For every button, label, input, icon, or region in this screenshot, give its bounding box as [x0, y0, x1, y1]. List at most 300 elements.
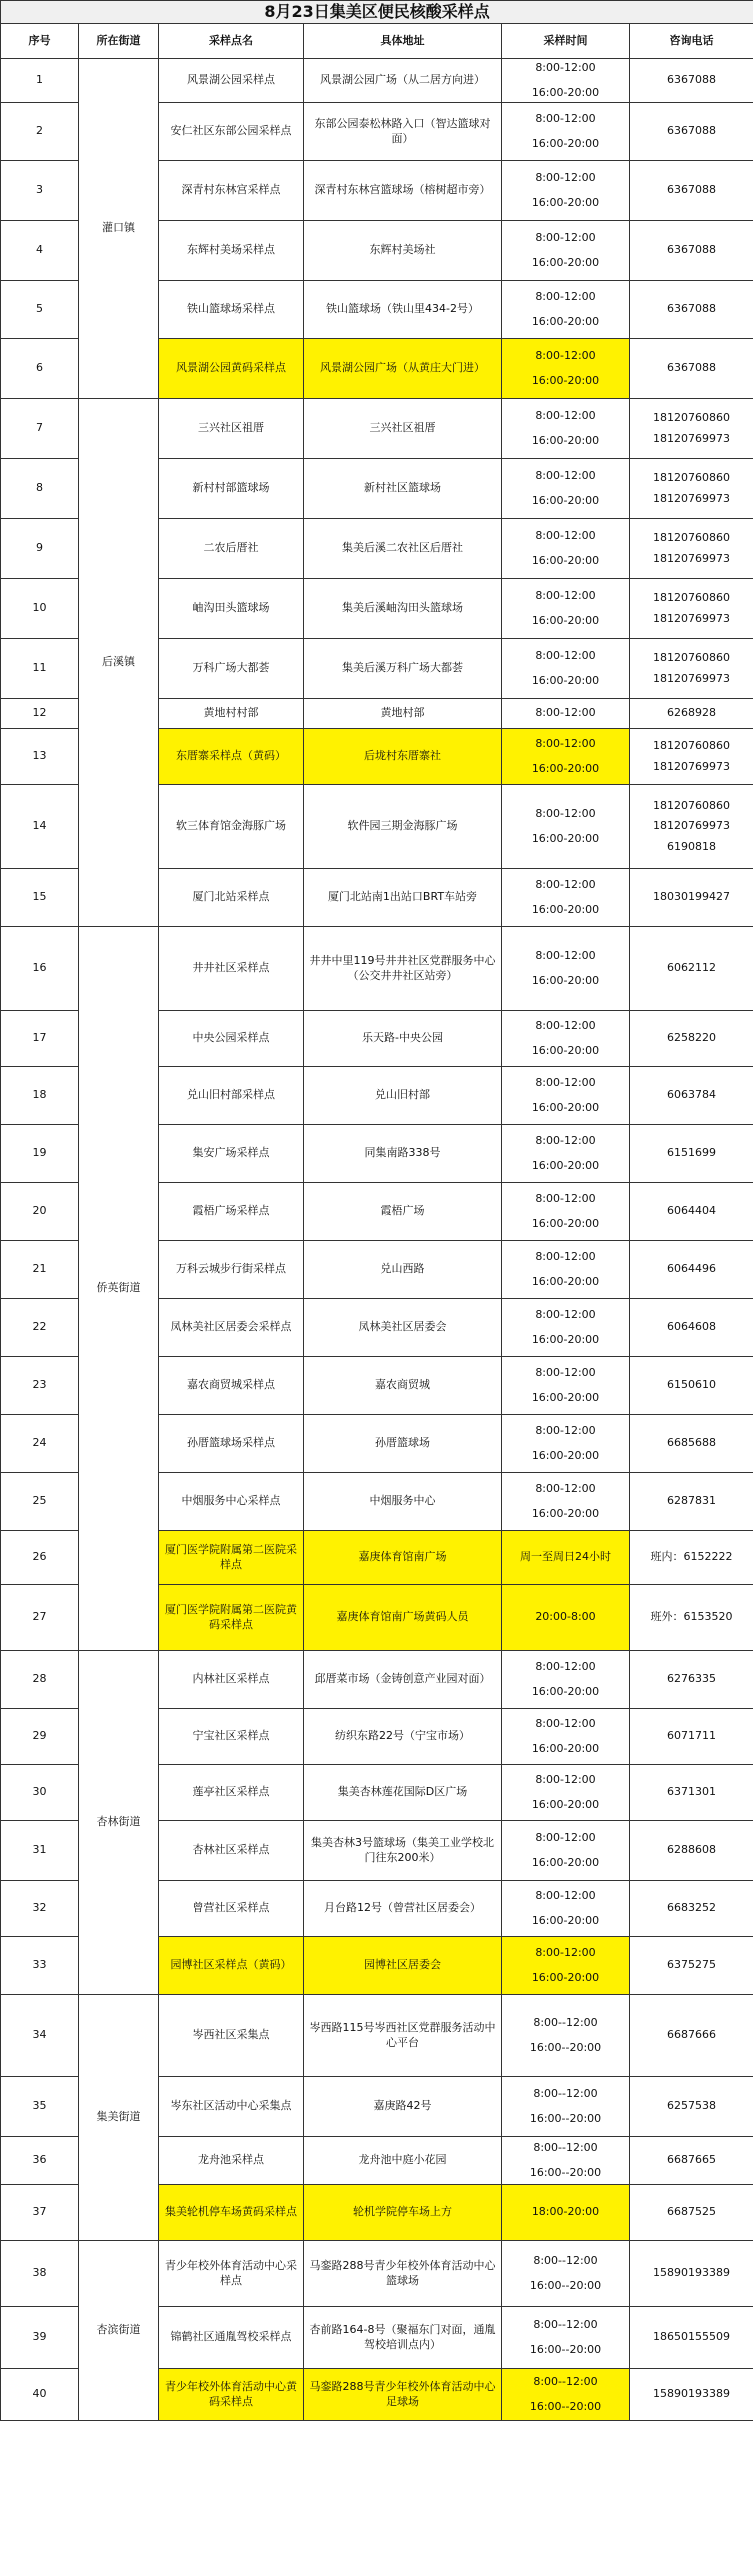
- time-morning: 8:00-12:00: [535, 112, 596, 126]
- row-number: 17: [1, 1011, 79, 1067]
- phone-line: 6367088: [667, 243, 717, 257]
- phone-line: 6687525: [667, 2205, 717, 2219]
- contact-phone: [630, 1651, 753, 1709]
- row-number: 37: [1, 2185, 79, 2241]
- contact-phone: [630, 927, 753, 1011]
- site-address: 铁山篮球场（铁山里434-2号）: [304, 281, 502, 339]
- sampling-time: [502, 1357, 630, 1415]
- time-morning: 8:00-12:00: [535, 1717, 596, 1731]
- row-number: 22: [1, 1299, 79, 1357]
- contact-phone: [630, 1067, 753, 1125]
- sampling-time: [502, 339, 630, 399]
- row-number: 30: [1, 1765, 79, 1821]
- time-morning: 8:00-12:00: [535, 649, 596, 663]
- sampling-time: [502, 1995, 630, 2077]
- time-morning: 8:00-12:00: [535, 1308, 596, 1322]
- time-afternoon: 16:00-20:00: [531, 433, 600, 447]
- contact-phone: [630, 1473, 753, 1531]
- time-morning: 8:00-12:00: [535, 1773, 596, 1787]
- row-number: 5: [1, 281, 79, 339]
- phone-line: 6367088: [667, 361, 717, 375]
- phone-line: 18120760860: [653, 799, 730, 813]
- time-afternoon: 16:00-20:00: [531, 1855, 600, 1869]
- row-number: 10: [1, 579, 79, 639]
- phone-line: 6064404: [667, 1204, 717, 1218]
- site-address: 霞梧广场: [304, 1183, 502, 1241]
- row-number: 3: [1, 161, 79, 221]
- site-address: 马銮路288号青少年校外体育活动中心篮球场: [304, 2241, 502, 2307]
- row-number: 39: [1, 2307, 79, 2369]
- time-afternoon: 16:00-20:00: [531, 195, 600, 209]
- phone-line: 18030199427: [653, 890, 730, 904]
- time-afternoon: 16:00-20:00: [531, 136, 600, 150]
- time-morning: 8:00--12:00: [533, 2016, 598, 2030]
- phone-line: 6063784: [667, 1088, 717, 1102]
- site-address: 同集南路338号: [304, 1125, 502, 1183]
- contact-phone: [630, 281, 753, 339]
- sampling-time: [502, 785, 630, 869]
- time-afternoon: 16:00-20:00: [531, 1448, 600, 1462]
- contact-phone: [630, 869, 753, 927]
- site-name: 锦鹤社区通胤驾校采样点: [159, 2307, 304, 2369]
- row-number: 18: [1, 1067, 79, 1125]
- site-address: 嘉农商贸城: [304, 1357, 502, 1415]
- contact-phone: [630, 103, 753, 161]
- row-number: 38: [1, 2241, 79, 2307]
- sampling-time: [502, 1473, 630, 1531]
- site-name: 二农后厝社: [159, 519, 304, 579]
- street-name: 杏滨街道: [79, 2241, 159, 2421]
- time-afternoon: 16:00-20:00: [531, 673, 600, 687]
- time-afternoon: 16:00--20:00: [529, 2278, 602, 2292]
- site-address: 轮机学院停车场上方: [304, 2185, 502, 2241]
- time-afternoon: 16:00-20:00: [531, 1216, 600, 1230]
- site-address: 马銮路288号青少年校外体育活动中心足球场: [304, 2369, 502, 2421]
- phone-line: 6071711: [667, 1729, 717, 1743]
- time-afternoon: 16:00--20:00: [529, 2399, 602, 2413]
- time-morning: 8:00--12:00: [533, 2318, 598, 2332]
- sampling-time: [502, 2241, 630, 2307]
- phone-line: 15890193389: [653, 2266, 730, 2280]
- row-number: 34: [1, 1995, 79, 2077]
- site-name: 铁山篮球场采样点: [159, 281, 304, 339]
- sampling-time: [502, 103, 630, 161]
- row-number: 27: [1, 1585, 79, 1651]
- phone-line: 18120769973: [653, 611, 730, 625]
- time-afternoon: 16:00--20:00: [529, 2111, 602, 2125]
- site-name: 宁宝社区采样点: [159, 1709, 304, 1765]
- time-morning: 8:00-12:00: [535, 61, 596, 75]
- time-morning: 8:00-12:00: [535, 1660, 596, 1674]
- phone-line: 6276335: [667, 1672, 717, 1686]
- time-afternoon: 16:00-20:00: [531, 902, 600, 916]
- sampling-time: [502, 1125, 630, 1183]
- time-afternoon: 16:00-20:00: [531, 1158, 600, 1172]
- sampling-time: [502, 1011, 630, 1067]
- time-morning: 8:00-12:00: [535, 807, 596, 821]
- phone-line: 18120769973: [653, 491, 730, 505]
- row-number: 32: [1, 1881, 79, 1937]
- site-address: 三兴社区祖厝: [304, 399, 502, 459]
- table-row: [1, 1651, 753, 1709]
- contact-phone: [630, 1357, 753, 1415]
- site-address: 龙舟池中庭小花园: [304, 2137, 502, 2185]
- sampling-time: [502, 281, 630, 339]
- site-address: 井井中里119号井井社区党群服务中心（公交井井社区站旁）: [304, 927, 502, 1011]
- time-morning: 8:00--12:00: [533, 2087, 598, 2101]
- contact-phone: [630, 459, 753, 519]
- phone-line: 6064496: [667, 1262, 717, 1276]
- site-address: 园博社区居委会: [304, 1937, 502, 1995]
- site-name: 园博社区采样点（黄码）: [159, 1937, 304, 1995]
- time-afternoon: 16:00-20:00: [531, 1797, 600, 1811]
- phone-line: 6375275: [667, 1958, 717, 1972]
- site-address: 厦门北站南1出站口BRT车站旁: [304, 869, 502, 927]
- site-name: 凤林美社区居委会采样点: [159, 1299, 304, 1357]
- header-row: [1, 24, 753, 59]
- contact-phone: [630, 1125, 753, 1183]
- phone-line: 6367088: [667, 302, 717, 316]
- time-morning: 8:00-12:00: [535, 949, 596, 963]
- table-row: [1, 399, 753, 459]
- site-name: 万科广场大都荟: [159, 639, 304, 699]
- row-number: 26: [1, 1531, 79, 1585]
- sampling-time: [502, 161, 630, 221]
- time-morning: 8:00-12:00: [535, 231, 596, 245]
- row-number: 28: [1, 1651, 79, 1709]
- time-morning: 8:00--12:00: [533, 2375, 598, 2389]
- sampling-time: [502, 1821, 630, 1881]
- site-address: 后垅村东厝寨社: [304, 729, 502, 785]
- site-name: 岑西社区采集点: [159, 1995, 304, 2077]
- row-number: 6: [1, 339, 79, 399]
- site-name: 厦门北站采样点: [159, 869, 304, 927]
- time-morning: 8:00-12:00: [535, 349, 596, 363]
- site-name: 厦门医学院附属第二医院黄码采样点: [159, 1585, 304, 1651]
- phone-line: 18120769973: [653, 431, 730, 445]
- time-morning: 周一至周日24小时: [520, 1550, 611, 1564]
- site-name: 杏林社区采样点: [159, 1821, 304, 1881]
- site-address: 中烟服务中心: [304, 1473, 502, 1531]
- sampling-time: [502, 927, 630, 1011]
- table-row: [1, 2241, 753, 2307]
- site-name: 兑山旧村部采样点: [159, 1067, 304, 1125]
- phone-line: 18120760860: [653, 411, 730, 425]
- contact-phone: [630, 1765, 753, 1821]
- time-afternoon: 16:00-20:00: [531, 973, 600, 987]
- site-name: 万科云城步行街采样点: [159, 1241, 304, 1299]
- time-afternoon: 16:00-20:00: [531, 493, 600, 507]
- row-number: 14: [1, 785, 79, 869]
- contact-phone: [630, 1821, 753, 1881]
- street-name: 后溪镇: [79, 399, 159, 927]
- time-afternoon: 16:00-20:00: [531, 314, 600, 328]
- time-afternoon: 16:00-20:00: [531, 1390, 600, 1404]
- phone-line: 6257538: [667, 2099, 717, 2113]
- site-name: 集美轮机停车场黄码采样点: [159, 2185, 304, 2241]
- site-name: 岑东社区活动中心采集点: [159, 2077, 304, 2137]
- site-name: 安仁社区东部公园采样点: [159, 103, 304, 161]
- phone-line: 18120760860: [653, 471, 730, 485]
- sampling-time: [502, 639, 630, 699]
- contact-phone: [630, 1995, 753, 2077]
- time-morning: 8:00-12:00: [535, 1076, 596, 1090]
- time-morning: 8:00-12:00: [535, 171, 596, 185]
- contact-phone: [630, 1709, 753, 1765]
- phone-line: 6683252: [667, 1901, 717, 1915]
- site-address: 黄地村部: [304, 699, 502, 729]
- site-name: 内林社区采样点: [159, 1651, 304, 1709]
- contact-phone: [630, 1531, 753, 1585]
- row-number: 2: [1, 103, 79, 161]
- contact-phone: [630, 519, 753, 579]
- time-afternoon: 16:00-20:00: [531, 1506, 600, 1520]
- page-title: 8月23日集美区便民核酸采样点: [1, 1, 753, 24]
- phone-line: 18120769973: [653, 671, 730, 685]
- time-morning: 8:00-12:00: [535, 469, 596, 483]
- time-morning: 8:00-12:00: [535, 1192, 596, 1206]
- contact-phone: [630, 1415, 753, 1473]
- site-address: 东部公园泰松林路入口（智达篮球对面）: [304, 103, 502, 161]
- contact-phone: [630, 2185, 753, 2241]
- site-address: 东辉村美场社: [304, 221, 502, 281]
- site-name: 孙厝篮球场采样点: [159, 1415, 304, 1473]
- sampling-time: [502, 1531, 630, 1585]
- site-name: 井井社区采样点: [159, 927, 304, 1011]
- site-name: 软三体育馆金海豚广场: [159, 785, 304, 869]
- row-number: 35: [1, 2077, 79, 2137]
- site-address: 风景湖公园广场（从黄庄大门进）: [304, 339, 502, 399]
- contact-phone: [630, 1241, 753, 1299]
- site-name: 青少年校外体育活动中心采样点: [159, 2241, 304, 2307]
- site-name: 青少年校外体育活动中心黄码采样点: [159, 2369, 304, 2421]
- sampling-time: [502, 519, 630, 579]
- time-morning: 8:00-12:00: [535, 1831, 596, 1845]
- sampling-time: [502, 1415, 630, 1473]
- site-address: 兑山旧村部: [304, 1067, 502, 1125]
- time-morning: 18:00-20:00: [531, 2205, 600, 2219]
- site-name: 集安广场采样点: [159, 1125, 304, 1183]
- phone-line: 18120769973: [653, 551, 730, 565]
- sampling-time: [502, 2077, 630, 2137]
- contact-phone: [630, 399, 753, 459]
- sampling-time: [502, 1651, 630, 1709]
- site-address: 嘉庚体育馆南广场: [304, 1531, 502, 1585]
- contact-phone: [630, 1585, 753, 1651]
- time-morning: 8:00-12:00: [535, 290, 596, 304]
- site-name: 三兴社区祖厝: [159, 399, 304, 459]
- row-number: 20: [1, 1183, 79, 1241]
- site-name: 岫沟田头篮球场: [159, 579, 304, 639]
- street-name: 杏林街道: [79, 1651, 159, 1995]
- street-name: 侨英街道: [79, 927, 159, 1651]
- site-name: 中央公园采样点: [159, 1011, 304, 1067]
- site-address: 月台路12号（曾营社区居委会）: [304, 1881, 502, 1937]
- phone-line: 6367088: [667, 183, 717, 197]
- sampling-time: [502, 699, 630, 729]
- sampling-time: [502, 1765, 630, 1821]
- row-number: 8: [1, 459, 79, 519]
- row-number: 15: [1, 869, 79, 927]
- time-morning: 20:00-8:00: [535, 1610, 596, 1624]
- sampling-time: [502, 1881, 630, 1937]
- phone-line: 6687665: [667, 2153, 717, 2167]
- site-address: 集美后溪二农社区后厝社: [304, 519, 502, 579]
- site-name: 霞梧广场采样点: [159, 1183, 304, 1241]
- phone-line: 6150610: [667, 1378, 717, 1392]
- time-afternoon: 16:00-20:00: [531, 1913, 600, 1927]
- phone-line: 6685688: [667, 1436, 717, 1450]
- row-number: 21: [1, 1241, 79, 1299]
- time-afternoon: 16:00--20:00: [529, 2040, 602, 2054]
- contact-phone: [630, 1183, 753, 1241]
- phone-line: 18120760860: [653, 591, 730, 605]
- site-address: 软件园三期金海豚广场: [304, 785, 502, 869]
- row-number: 4: [1, 221, 79, 281]
- contact-phone: [630, 2307, 753, 2369]
- time-afternoon: 16:00-20:00: [531, 1100, 600, 1114]
- site-name: 莲亭社区采样点: [159, 1765, 304, 1821]
- contact-phone: [630, 2077, 753, 2137]
- site-address: 嘉庚体育馆南广场黄码人员: [304, 1585, 502, 1651]
- phone-line: 6064608: [667, 1320, 717, 1334]
- street-name: 集美街道: [79, 1995, 159, 2241]
- row-number: 25: [1, 1473, 79, 1531]
- contact-phone: [630, 221, 753, 281]
- sampling-time: [502, 221, 630, 281]
- phone-line: 6687666: [667, 2028, 717, 2042]
- sampling-time: [502, 1585, 630, 1651]
- time-afternoon: 16:00-20:00: [531, 1274, 600, 1288]
- contact-phone: [630, 59, 753, 103]
- contact-phone: [630, 339, 753, 399]
- row-number: 19: [1, 1125, 79, 1183]
- sampling-time: [502, 729, 630, 785]
- site-name: 龙舟池采样点: [159, 2137, 304, 2185]
- sampling-time: [502, 1241, 630, 1299]
- time-morning: 8:00-12:00: [535, 1424, 596, 1438]
- site-name: 中烟服务中心采样点: [159, 1473, 304, 1531]
- contact-phone: [630, 1299, 753, 1357]
- contact-phone: [630, 1881, 753, 1937]
- phone-line: 6367088: [667, 124, 717, 138]
- row-number: 13: [1, 729, 79, 785]
- phone-line: 6288608: [667, 1843, 717, 1857]
- time-afternoon: 16:00-20:00: [531, 85, 600, 99]
- site-name: 黄地村村部: [159, 699, 304, 729]
- phone-line: 15890193389: [653, 2387, 730, 2401]
- phone-line: 6367088: [667, 73, 717, 87]
- row-number: 31: [1, 1821, 79, 1881]
- row-number: 11: [1, 639, 79, 699]
- site-address: 岑西路115号岑西社区党群服务活动中心平台: [304, 1995, 502, 2077]
- time-afternoon: 16:00-20:00: [531, 255, 600, 269]
- site-address: 风景湖公园广场（从二居方向进）: [304, 59, 502, 103]
- time-morning: 8:00-12:00: [535, 1889, 596, 1903]
- row-number: 24: [1, 1415, 79, 1473]
- contact-phone: [630, 1011, 753, 1067]
- time-morning: 8:00-12:00: [535, 878, 596, 892]
- row-number: 1: [1, 59, 79, 103]
- time-morning: 8:00-12:00: [535, 1250, 596, 1264]
- street-name: 灌口镇: [79, 59, 159, 399]
- contact-phone: [630, 2241, 753, 2307]
- site-name: 嘉农商贸城采样点: [159, 1357, 304, 1415]
- site-name: 风景湖公园黄码采样点: [159, 339, 304, 399]
- time-morning: 8:00-12:00: [535, 1366, 596, 1380]
- site-address: 乐天路-中央公园: [304, 1011, 502, 1067]
- table-row: [1, 59, 753, 103]
- contact-phone: [630, 2369, 753, 2421]
- time-afternoon: 16:00-20:00: [531, 1970, 600, 1984]
- contact-phone: [630, 785, 753, 869]
- col-time-header: 采样时间: [502, 24, 630, 59]
- row-number: 12: [1, 699, 79, 729]
- site-address: 深青村东林宫篮球场（榕树超市旁）: [304, 161, 502, 221]
- sampling-time: [502, 59, 630, 103]
- table-row: [1, 1995, 753, 2077]
- sampling-time: [502, 2185, 630, 2241]
- col-no-header: 序号: [1, 24, 79, 59]
- col-address-header: 具体地址: [304, 24, 502, 59]
- table-row: [1, 927, 753, 1011]
- contact-phone: [630, 1937, 753, 1995]
- phone-line: 18120760860: [653, 651, 730, 665]
- phone-line: 18120769973: [653, 759, 730, 773]
- site-address: 集美杏林莲花国际D区广场: [304, 1765, 502, 1821]
- site-name: 风景湖公园采样点: [159, 59, 304, 103]
- time-afternoon: 16:00-20:00: [531, 613, 600, 627]
- sampling-time: [502, 459, 630, 519]
- time-morning: 8:00--12:00: [533, 2141, 598, 2155]
- time-morning: 8:00-12:00: [535, 1946, 596, 1960]
- time-morning: 8:00-12:00: [535, 529, 596, 543]
- site-name: 新村村部篮球场: [159, 459, 304, 519]
- time-morning: 8:00-12:00: [535, 409, 596, 423]
- site-name: 曾营社区采样点: [159, 1881, 304, 1937]
- sampling-time: [502, 1709, 630, 1765]
- contact-phone: [630, 579, 753, 639]
- row-number: 23: [1, 1357, 79, 1415]
- contact-phone: [630, 639, 753, 699]
- time-morning: 8:00-12:00: [535, 1134, 596, 1148]
- row-number: 16: [1, 927, 79, 1011]
- row-number: 33: [1, 1937, 79, 1995]
- col-phone-header: 咨询电话: [630, 24, 753, 59]
- time-afternoon: 16:00-20:00: [531, 373, 600, 387]
- site-name: 深青村东林宫采样点: [159, 161, 304, 221]
- time-morning: 8:00-12:00: [535, 737, 596, 751]
- site-address: 集美后溪岫沟田头篮球场: [304, 579, 502, 639]
- contact-phone: [630, 161, 753, 221]
- phone-line: 18120769973: [653, 819, 730, 833]
- phone-line: 18120760860: [653, 531, 730, 545]
- site-address: 邱厝菜市场（金铸创意产业园对面）: [304, 1651, 502, 1709]
- time-afternoon: 16:00--20:00: [529, 2342, 602, 2356]
- site-name: 东厝寨采样点（黄码）: [159, 729, 304, 785]
- time-morning: 8:00-12:00: [535, 1019, 596, 1033]
- site-address: 纺织东路22号（宁宝市场）: [304, 1709, 502, 1765]
- contact-phone: [630, 2137, 753, 2185]
- sampling-time: [502, 579, 630, 639]
- sampling-time: [502, 1937, 630, 1995]
- time-afternoon: 16:00-20:00: [531, 831, 600, 845]
- site-address: 新村社区篮球场: [304, 459, 502, 519]
- title-row: [1, 1, 753, 24]
- phone-line: 6258220: [667, 1031, 717, 1045]
- col-street-header: 所在街道: [79, 24, 159, 59]
- time-morning: 8:00-12:00: [535, 706, 596, 720]
